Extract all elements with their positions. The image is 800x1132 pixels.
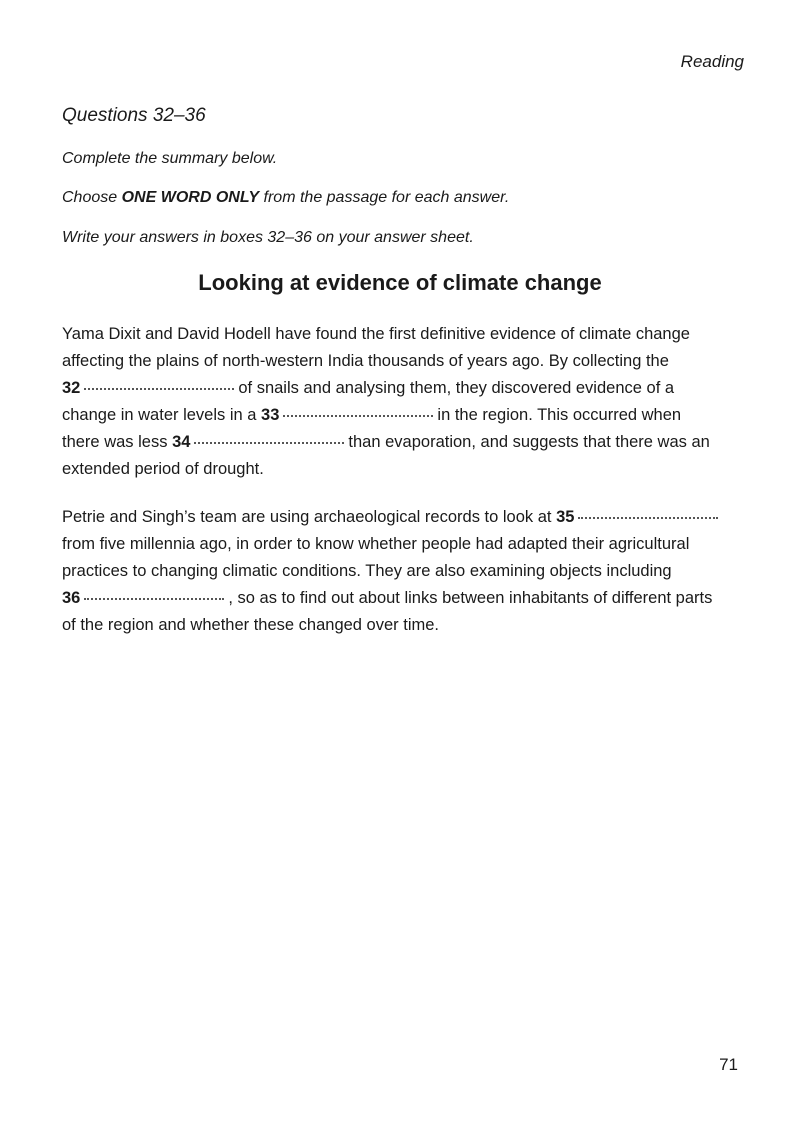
- paragraph-line: affecting the plains of north-western India thousands of years ago. By collecting the: [62, 352, 669, 370]
- summary-title: Looking at evidence of climate change: [198, 270, 602, 295]
- paragraph-line: extended period of drought.: [62, 460, 264, 478]
- gap-number-34: 34: [172, 433, 191, 451]
- line-text: of snails and analysing them, they discovered evidence of a: [238, 379, 675, 397]
- line-text: change in water levels in a: [62, 406, 257, 424]
- paragraph-line: [62, 375, 752, 402]
- paragraph-line: [62, 429, 752, 456]
- page-number: 71: [719, 1055, 738, 1074]
- answer-gap-34: [194, 441, 344, 444]
- instruction-answer-boxes: Write your answers in boxes 32–36 on your answer sheet.: [62, 229, 474, 246]
- line-text: there was less: [62, 433, 168, 451]
- paragraph-line: from five millennia ago, in order to know whether people had adapted their agricultural: [62, 535, 690, 553]
- paragraph-line: practices to changing climatic conditions. They are also examining objects including: [62, 562, 672, 580]
- instruction-choose-post: from the passage for each answer.: [259, 189, 510, 206]
- paragraph-line: of the region and whether these changed over time.: [62, 616, 439, 634]
- answer-gap-33: [283, 414, 433, 417]
- line-text: , so as to find out about links between inhabitants of different parts: [228, 589, 713, 607]
- summary-paragraph-2: [62, 504, 752, 639]
- paragraph-line: [62, 585, 752, 612]
- answer-gap-36: [84, 597, 224, 600]
- instruction-choose-word: [62, 189, 509, 207]
- questions-heading: Questions 32–36: [62, 105, 206, 126]
- paragraph-line: Yama Dixit and David Hodell have found the first definitive evidence of climate change: [62, 325, 690, 343]
- instruction-complete-summary: Complete the summary below.: [62, 150, 278, 167]
- summary-paragraph-1: [62, 321, 752, 483]
- line-text: than evaporation, and suggests that there was an: [348, 433, 710, 451]
- answer-gap-35: [578, 516, 718, 519]
- gap-number-33: 33: [261, 406, 280, 424]
- gap-number-35: 35: [556, 508, 575, 526]
- answer-gap-32: [84, 387, 234, 390]
- gap-number-36: 36: [62, 589, 81, 607]
- paragraph-line: [62, 504, 752, 531]
- paragraph-line: [62, 402, 752, 429]
- gap-number-32: 32: [62, 379, 81, 397]
- line-text: Petrie and Singh’s team are using archaeological records to look at: [62, 508, 552, 526]
- line-text: in the region. This occurred when: [437, 406, 682, 424]
- section-label: Reading: [680, 52, 744, 71]
- instruction-choose-pre: Choose: [62, 189, 122, 206]
- instruction-word-limit: ONE WORD ONLY: [121, 189, 260, 206]
